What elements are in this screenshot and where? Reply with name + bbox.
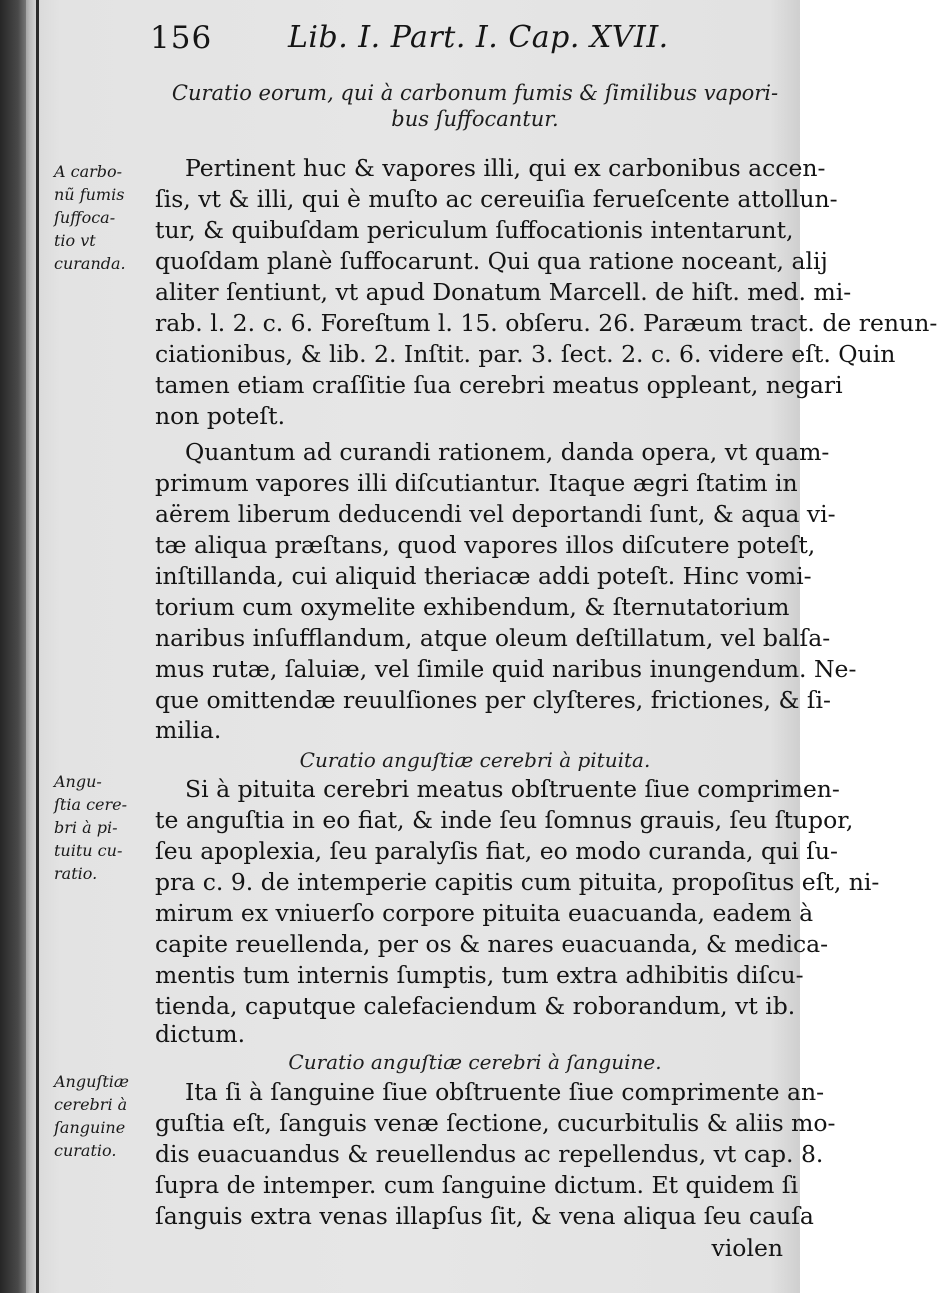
margin-note-line: ſuffoca- — [54, 208, 116, 227]
text-line: Ita ſi à ſanguine ſiue obſtruente ſiue comprimente an- — [185, 1078, 825, 1106]
text-line: primum vapores illi diſcutiantur. Itaque ægri ſtatim in — [155, 469, 798, 497]
margin-note-line: nũ fumis — [54, 185, 125, 204]
text-line: non poteſt. — [155, 402, 286, 430]
text-line: ſeu apoplexia, ſeu paralyſis fiat, eo modo curanda, qui ſu- — [155, 837, 838, 865]
text-line: dictum. — [155, 1020, 246, 1048]
text-line: tæ aliqua præſtans, quod vapores illos diſcutere poteſt, — [155, 531, 816, 559]
text-line: Pertinent huc & vapores illi, qui ex carbonibus accen- — [185, 154, 826, 182]
margin-note-line: bri à pi- — [54, 818, 118, 837]
text-line: tur, & quibuſdam periculum ſuffocationis intentarunt, — [155, 216, 794, 244]
margin-note-line: curatio. — [54, 1141, 117, 1160]
text-line: capite reuellenda, per os & nares euacuanda, & medica- — [155, 930, 829, 958]
margin-note-line: tuitu cu- — [54, 841, 123, 860]
binding-shadow — [0, 0, 26, 1293]
margin-note-line: Anguſtiæ — [54, 1072, 129, 1091]
text-line: que omittendæ reuulſiones per clyſteres, frictiones, & ſi- — [155, 686, 831, 714]
section-heading-sanguine: Curatio anguſtiæ cerebri à ſanguine. — [288, 1050, 662, 1074]
margin-note-line: ratio. — [54, 864, 98, 883]
text-line: naribus inſufflandum, atque oleum deſtillatum, vel balſa- — [155, 624, 831, 652]
margin-note-line: tio vt — [54, 231, 96, 250]
margin-note-line: A carbo- — [54, 162, 123, 181]
heading-line: Curatio eorum, qui à carbonum fumis & ſimilibus vapori- — [171, 81, 779, 105]
margin-note-line: cerebri à — [54, 1095, 128, 1114]
text-line: mentis tum internis ſumptis, tum extra adhibitis diſcu- — [155, 961, 804, 989]
margin-note-line: Angu- — [54, 772, 102, 791]
margin-note-line: curanda. — [54, 254, 126, 273]
heading-line: bus ſuffocantur. — [391, 107, 559, 131]
margin-note-carbon — [54, 160, 126, 275]
section-heading-pituita: Curatio anguſtiæ cerebri à pituita. — [299, 748, 651, 772]
text-line: aliter ſentiunt, vt apud Donatum Marcell. de hiſt. med. mi- — [155, 278, 852, 306]
text-line: Si à pituita cerebri meatus obſtruente ſiue comprimen- — [185, 775, 840, 803]
text-line: quoſdam planè ſuffocarunt. Qui qua ratione noceant, alij — [155, 247, 828, 275]
margin-note-sanguine — [54, 1070, 129, 1162]
catchword: violen — [711, 1234, 783, 1262]
margin-note-line: ſtia cere- — [54, 795, 128, 814]
text-line: ſis, vt & illi, qui è muſto ac cereuiſia ferueſcente attollun- — [155, 185, 838, 213]
margin-note-line: ſanguine — [54, 1118, 126, 1137]
text-line: pra c. 9. de intemperie capitis cum pituita, propoſitus eſt, ni- — [155, 868, 880, 896]
text-line: tienda, caputque calefaciendum & roborandum, vt ib. — [155, 992, 796, 1020]
text-line: mirum ex vniuerſo corpore pituita euacuanda, eadem à — [155, 899, 814, 927]
page-number: 156 — [150, 20, 213, 56]
text-line: rab. l. 2. c. 6. Foreſtum l. 15. obſeru. 26. Paræum tract. de renun- — [155, 309, 937, 337]
text-line: milia. — [155, 716, 222, 744]
text-line: mus rutæ, ſaluiæ, vel ſimile quid naribus inungendum. Ne- — [155, 655, 857, 683]
text-line: ciationibus, & lib. 2. Inſtit. par. 3. ſect. 2. c. 6. videre eſt. Quin — [155, 340, 896, 368]
text-line: ſupra de intemper. cum ſanguine dictum. Et quidem ſi — [155, 1171, 799, 1199]
text-line: dis euacuandus & reuellendus ac repellendus, vt cap. 8. — [155, 1140, 824, 1168]
margin-note-pituita — [54, 770, 127, 885]
text-line: torium cum oxymelite exhibendum, & ſternutatorium — [155, 593, 790, 621]
section-heading-carbon — [160, 80, 790, 132]
gutter-line — [36, 0, 39, 1293]
page-header — [150, 20, 670, 70]
text-line: guſtia eſt, ſanguis venæ ſectione, cucurbitulis & aliis mo- — [155, 1109, 836, 1137]
text-line: aërem liberum deducendi vel deportandi ſunt, & aqua vi- — [155, 500, 836, 528]
text-line: ſanguis extra venas illapſus ſit, & vena aliqua ſeu cauſa — [155, 1202, 814, 1230]
text-line: te anguſtia in eo fiat, & inde ſeu ſomnus grauis, ſeu ſtupor, — [155, 806, 854, 834]
text-line: tamen etiam craſſitie ſua cerebri meatus oppleant, negari — [155, 371, 843, 399]
text-line: inſtillanda, cui aliquid theriacæ addi poteſt. Hinc vomi- — [155, 562, 812, 590]
running-head: Lib. I. Part. I. Cap. XVII. — [288, 20, 669, 55]
text-line: Quantum ad curandi rationem, danda opera, vt quam- — [185, 438, 830, 466]
